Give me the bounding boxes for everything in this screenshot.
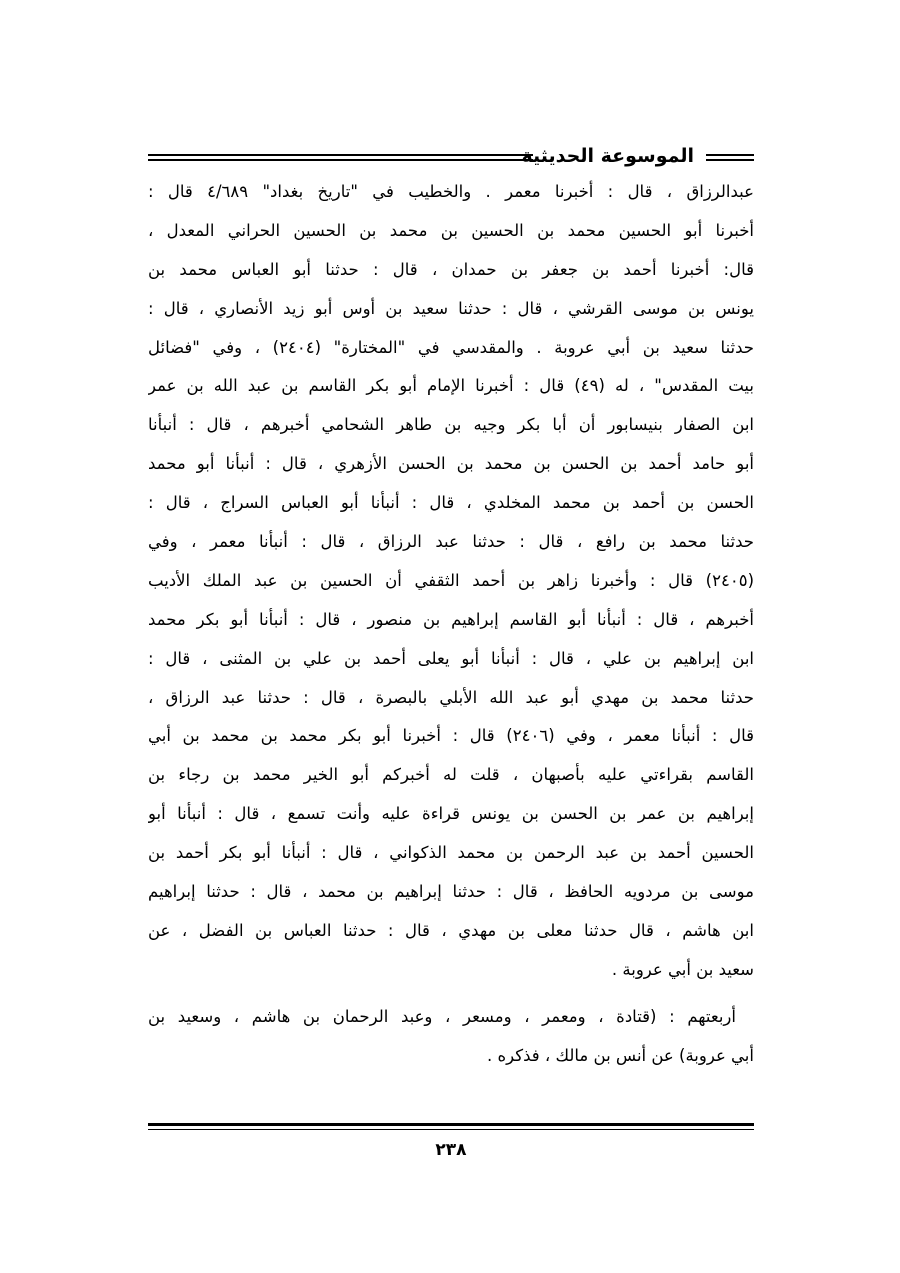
text-line: أخبرهم ، قال : أنبأنا أبو القاسم إبراهيم بن منصور ، قال : أنبأنا أبو بكر محمد	[148, 609, 754, 629]
text-line: موسى بن مردويه الحافظ ، قال : حدثنا إبراهيم بن محمد ، قال : حدثنا إبراهيم	[148, 882, 754, 902]
running-header-title: الموسوعة الحديثية	[521, 145, 694, 167]
text-line: حدثنا محمد بن مهدي أبو عبد الله الأبلي بالبصرة ، قال : حدثنا عبد الرزاق ،	[148, 687, 754, 707]
text-line: حدثنا محمد بن رافع ، قال : حدثنا عبد الرزاق ، قال : أنبأنا معمر ، وفي	[148, 532, 754, 552]
text-line: أربعتهم : (قتادة ، ومعمر ، ومسعر ، وعبد الرحمان بن هاشم ، وسعيد بن	[148, 1006, 736, 1026]
text-line: (٢٤٠٥) قال : وأخبرنا زاهر بن أحمد الثقفي أن الحسين بن عبد الملك الأديب	[148, 570, 754, 590]
text-line: يونس بن موسى القرشي ، قال : حدثنا سعيد بن أوس أبو زيد الأنصاري ، قال :	[148, 298, 754, 318]
text-line: الحسن بن أحمد بن محمد المخلدي ، قال : أنبأنا أبو العباس السراج ، قال :	[148, 493, 754, 513]
text-line: أبو حامد أحمد بن الحسن بن محمد بن الحسن الأزهري ، قال : أنبأنا أبو محمد	[148, 454, 754, 474]
header-rule-long	[148, 154, 533, 161]
text-line: ابن الصفار بنيسابور أن أبا بكر وجيه بن طاهر الشحامي أخبرهم ، قال : أنبأنا	[148, 415, 754, 435]
text-line: الحسين أحمد بن عبد الرحمن بن محمد الذكواني ، قال : أنبأنا أبو بكر أحمد بن	[148, 843, 754, 863]
text-line: أبي عروبة) عن أنس بن مالك ، فذكره .	[487, 1045, 754, 1065]
text-line: ابن هاشم ، قال حدثنا معلى بن مهدي ، قال : حدثنا العباس بن الفضل ، عن	[148, 920, 754, 940]
text-line: القاسم بقراءتي عليه بأصبهان ، قلت له أخبركم أبو الخير محمد بن رجاء بن	[148, 765, 754, 785]
text-line: حدثنا سعيد بن أبي عروبة . والمقدسي في "المختارة" (٢٤٠٤) ، وفي "فضائل	[148, 337, 754, 357]
text-line: عبدالرزاق ، قال : أخبرنا معمر . والخطيب في "تاريخ بغداد" ٤/٦٨٩ قال :	[148, 182, 754, 201]
text-line: أخبرنا أبو الحسين محمد بن الحسين بن محمد بن الحسين الحراني المعدل ،	[148, 220, 754, 240]
page-number: ٢٣٨	[435, 1140, 467, 1160]
text-line: بيت المقدس" ، له (٤٩) قال : أخبرنا الإمام أبو بكر القاسم بن عبد الله بن عمر	[148, 376, 754, 396]
text-line: سعيد بن أبي عروبة .	[611, 959, 754, 979]
page-header	[148, 146, 754, 170]
text-line: قال: أخبرنا أحمد بن جعفر بن حمدان ، قال : حدثنا أبو العباس محمد بن	[148, 259, 754, 279]
text-line: قال : أنبأنا معمر ، وفي (٢٤٠٦) قال : أخبرنا أبو بكر محمد بن محمد بن أبي	[148, 726, 754, 746]
header-rule-short	[706, 154, 754, 161]
paragraph-1	[148, 173, 754, 990]
footer-rule	[148, 1123, 754, 1130]
text-line: إبراهيم بن عمر بن الحسن بن يونس قراءة عليه وأنت تسمع ، قال : أنبأنا أبو	[148, 804, 754, 824]
text-line: ابن إبراهيم بن علي ، قال : أنبأنا أبو يعلى أحمد بن علي بن المثنى ، قال :	[148, 648, 754, 668]
paragraph-2	[148, 998, 754, 1076]
body-text	[148, 173, 754, 1075]
